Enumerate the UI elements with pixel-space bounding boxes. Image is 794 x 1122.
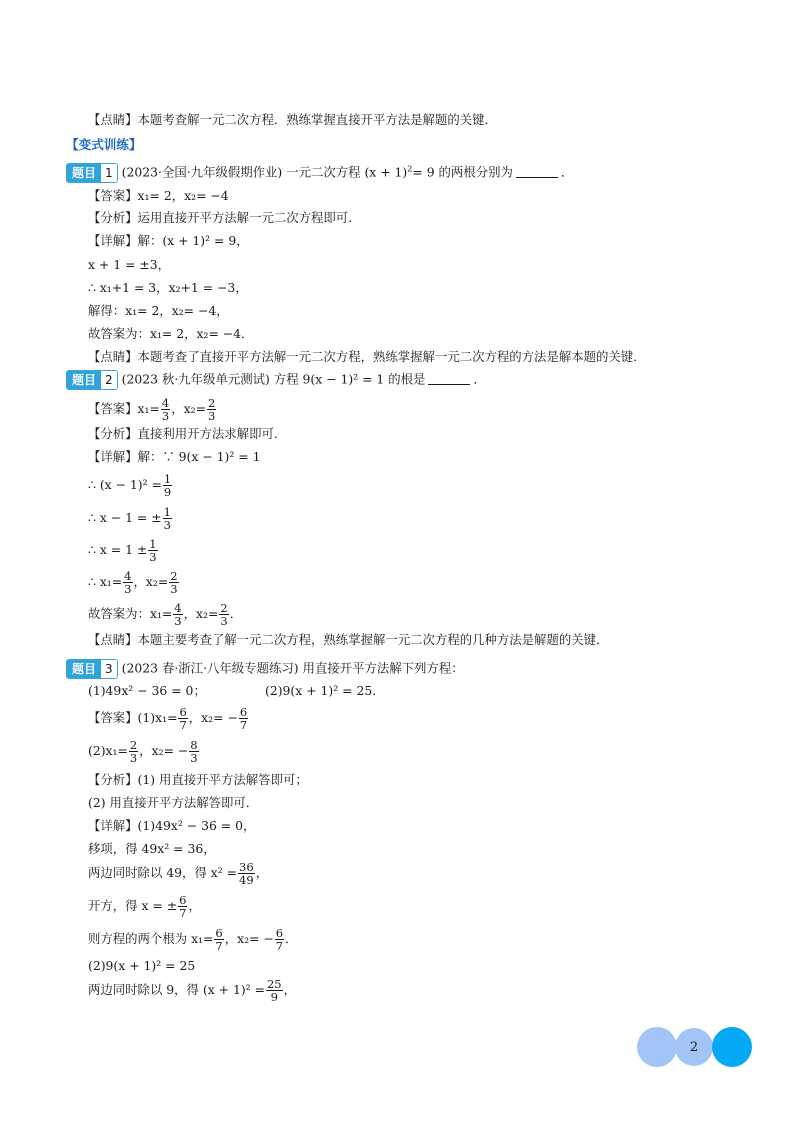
question-1-stem: 题目 1 (2023·全国·九年级假期作业) 一元二次方程 $(x + 1)^2= 9$ 的两根分别为 ． [66,163,573,183]
q2-step-1: ∴ (x − 1)² = $\frac{1}{9}$ [88,472,172,499]
q3-detail-6: (2)9(x + 1)² = 25 [88,958,196,973]
q3-detail-4: 开方，得 x = ± $\frac{6}{7}$ ， [88,893,201,920]
q1-step-4: 故答案为：x₁= 2，x₂= −4． [88,326,254,341]
q3-analysis-2: (2) 用直接开平方法解答即可． [88,795,259,810]
q3-detail-2: 移项，得 49x² = 36， [88,841,216,856]
q1-answer: 【答案】x₁= 2，x₂= −4 [88,188,229,203]
q3-detail-1: 【详解】(1)49x² − 36 = 0， [88,818,256,833]
answer-blank [428,384,470,385]
footer-circle-left [637,1027,677,1067]
q2-detail: 【详解】解：∵ 9(x − 1)² = 1 [88,449,261,464]
section-heading: 【变式训练】 [66,137,142,152]
q3-detail-7: 两边同时除以 9，得 (x + 1)² = $\frac{25}{9}$ ， [88,977,297,1004]
page-number: 2 [675,1028,713,1066]
q1-comment: 【点睛】本题考查了直接开平方法解一元二次方程，熟练掌握解一元二次方程的方法是解本题的关键． [88,349,646,364]
q1-analysis: 【分析】运用直接开平方法解一元二次方程即可． [88,210,361,225]
q2-step-2: ∴ x − 1 = ± $\frac{1}{3}$ [88,505,171,532]
question-badge-2: 题目 2 [66,370,118,390]
q3-detail-3: 两边同时除以 49，得 x² = $\frac{36}{49}$ ， [88,860,269,887]
question-badge-3: 题目 3 [66,659,118,679]
q2-answer: 【答案】x₁= $\frac{4}{3}$ ，x₂= $\frac{2}{3}$ [88,396,216,423]
q2-comment: 【点睛】本题主要考查了解一元二次方程，熟练掌握解一元二次方程的几种方法是解题的关键． [88,632,609,647]
question-badge-1: 题目 1 [66,163,118,183]
top-comment: 【点睛】本题考查解一元二次方程．熟练掌握直接开平方法是解题的关键． [88,112,497,127]
q2-step-4: ∴ x₁= $\frac{4}{3}$ ，x₂= $\frac{2}{3}$ [88,569,178,596]
q1-step-2: ∴ x₁+1 = 3，x₂+1 = −3， [88,280,248,295]
q2-analysis: 【分析】直接利用开方法求解即可． [88,426,287,441]
q1-step-1: x + 1 = ±3， [88,257,171,272]
q3-part-2: (2)9(x + 1)² = 25． [265,683,385,698]
q3-answer-1: 【答案】(1)x₁= $\frac{6}{7}$ ，x₂= − $\frac{6}{7}$ [88,705,248,732]
question-2-stem: 题目 2 (2023 秋·九年级单元测试) 方程 9(x − 1)² = 1 的根是 ． [66,370,486,390]
q3-detail-5: 则方程的两个根为 x₁= $\frac{6}{7}$ ，x₂= − $\frac{6}{7}$ ． [88,926,298,953]
footer-circle-right [712,1027,752,1067]
q3-answer-2: (2)x₁= $\frac{2}{3}$ ，x₂= − $\frac{8}{3}$ [88,738,198,765]
q1-step-3: 解得：x₁= 2，x₂= −4， [88,303,229,318]
q3-part-1: (1)49x² − 36 = 0； [88,683,206,698]
question-3-stem: 题目 3 (2023 春·浙江·八年级专题练习) 用直接开平方法解下列方程： [66,659,464,679]
q3-analysis-1: 【分析】(1) 用直接开平方法解答即可； [88,772,308,787]
answer-blank [516,177,558,178]
q2-step-3: ∴ x = 1 ± $\frac{1}{3}$ [88,537,157,564]
q1-detail: 【详解】解：(x + 1)² = 9， [88,233,249,248]
q2-step-5: 故答案为：x₁= $\frac{4}{3}$ ，x₂= $\frac{2}{3}$ ． [88,601,243,628]
